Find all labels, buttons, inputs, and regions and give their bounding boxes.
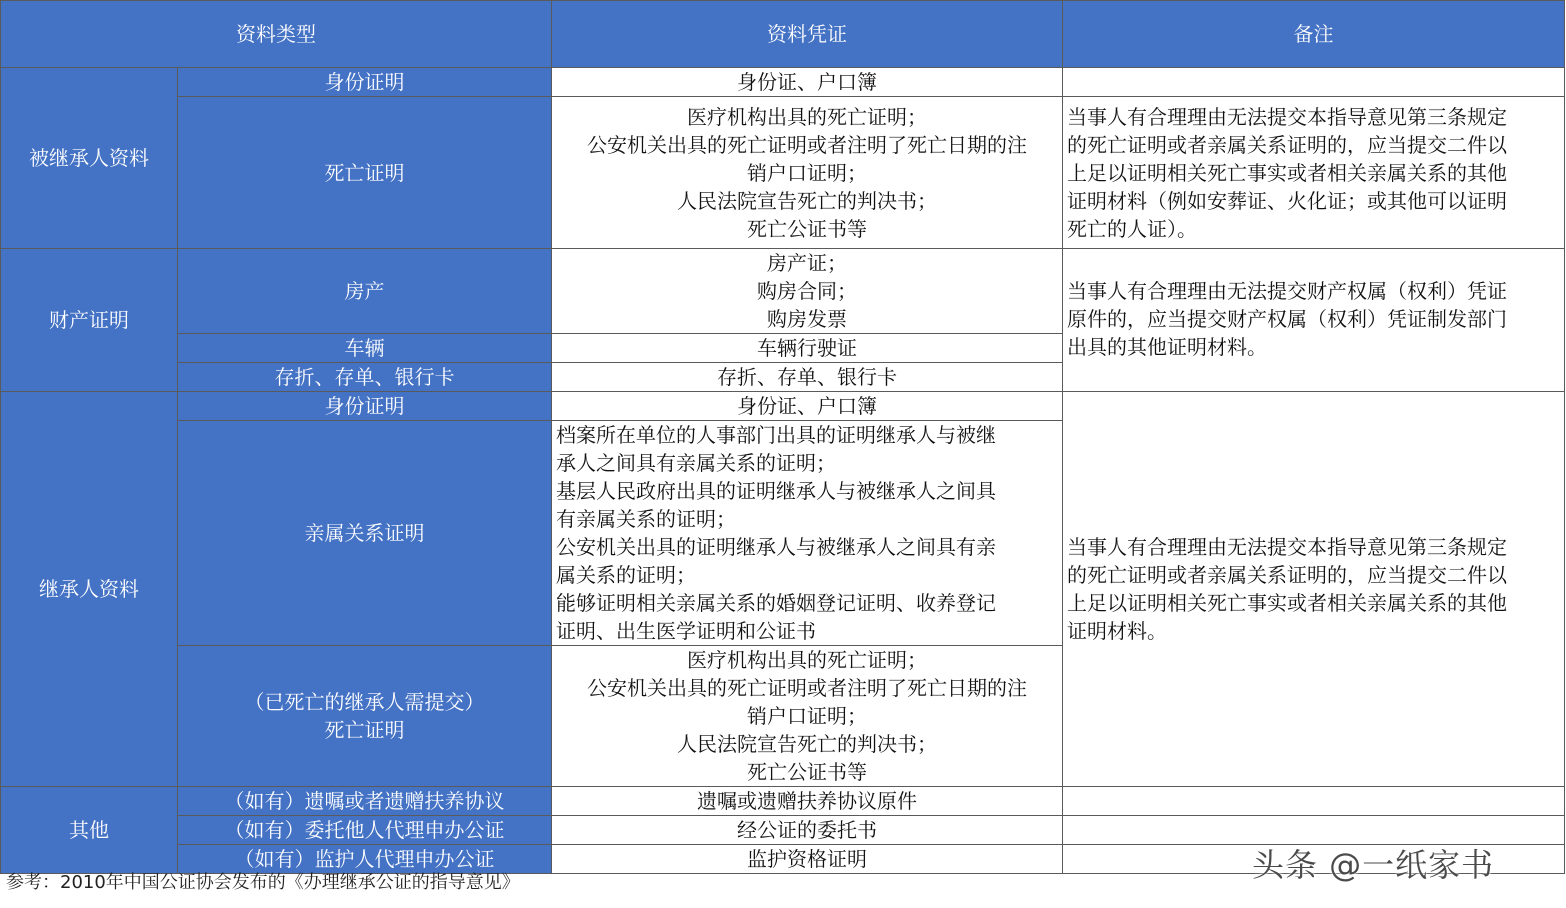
watermark: 头条 @一纸家书 <box>1252 846 1495 884</box>
table-row <box>1 249 1565 334</box>
type-guardian: （如有）监护人代理申办公证 <box>178 845 552 874</box>
header-type: 资料类型 <box>1 1 552 68</box>
note-heir: 当事人有合理理由无法提交本指导意见第三条规定 的死亡证明或者亲属关系证明的，应当提交二件以 上足以证明相关死亡事实或者相关亲属关系的其他 证明材料。 <box>1063 392 1565 787</box>
note-decedent-death: 当事人有合理理由无法提交本指导意见第三条规定 的死亡证明或者亲属关系证明的，应当提交二件以 上足以证明相关死亡事实或者相关亲属关系的其他 证明材料（例如安葬证、火化证；或其他可以证明 死亡的人证）。 <box>1063 97 1565 249</box>
table-row <box>1 68 1565 97</box>
type-decedent-death: 死亡证明 <box>178 97 552 249</box>
type-decedent-id: 身份证明 <box>178 68 552 97</box>
table-row <box>1 392 1565 421</box>
group-decedent: 被继承人资料 <box>1 68 178 249</box>
proof-heir-id: 身份证、户口簿 <box>552 392 1063 421</box>
group-other: 其他 <box>1 787 178 874</box>
table-row <box>1 787 1565 816</box>
note-decedent-id <box>1063 68 1565 97</box>
reference-footnote: 参考：2010年中国公证协会发布的《办理继承公证的指导意见》 <box>6 872 520 893</box>
type-vehicle: 车辆 <box>178 334 552 363</box>
type-proxy: （如有）委托他人代理申办公证 <box>178 816 552 845</box>
note-property: 当事人有合理理由无法提交财产权属（权利）凭证 原件的，应当提交财产权属（权利）凭证制发部门 出具的其他证明材料。 <box>1063 249 1565 392</box>
proof-proxy: 经公证的委托书 <box>552 816 1063 845</box>
group-property: 财产证明 <box>1 249 178 392</box>
type-will: （如有）遗嘱或者遗赠扶养协议 <box>178 787 552 816</box>
type-house: 房产 <box>178 249 552 334</box>
proof-guardian: 监护资格证明 <box>552 845 1063 874</box>
header-note: 备注 <box>1063 1 1565 68</box>
type-heir-id: 身份证明 <box>178 392 552 421</box>
group-heir: 继承人资料 <box>1 392 178 787</box>
type-deposit: 存折、存单、银行卡 <box>178 363 552 392</box>
table-header-row <box>1 1 1565 68</box>
type-heir-relation: 亲属关系证明 <box>178 421 552 646</box>
proof-decedent-id: 身份证、户口簿 <box>552 68 1063 97</box>
header-proof: 资料凭证 <box>552 1 1063 68</box>
proof-deposit: 存折、存单、银行卡 <box>552 363 1063 392</box>
proof-heir-death: 医疗机构出具的死亡证明； 公安机关出具的死亡证明或者注明了死亡日期的注 销户口证明； 人民法院宣告死亡的判决书； 死亡公证书等 <box>552 646 1063 787</box>
type-heir-death: （已死亡的继承人需提交） 死亡证明 <box>178 646 552 787</box>
proof-decedent-death: 医疗机构出具的死亡证明； 公安机关出具的死亡证明或者注明了死亡日期的注 销户口证明； 人民法院宣告死亡的判决书； 死亡公证书等 <box>552 97 1063 249</box>
proof-heir-relation: 档案所在单位的人事部门出具的证明继承人与被继 承人之间具有亲属关系的证明； 基层人民政府出具的证明继承人与被继承人之间具 有亲属关系的证明； 公安机关出具的证明继承人与被继承人之间具有亲 属关系的证明； 能够证明相关亲属关系的婚姻登记证明、收养登记 证明、出生医学证明和公证书 <box>552 421 1063 646</box>
proof-vehicle: 车辆行驶证 <box>552 334 1063 363</box>
note-will <box>1063 787 1565 816</box>
proof-will: 遗嘱或遗赠扶养协议原件 <box>552 787 1063 816</box>
table-row <box>1 97 1565 249</box>
proof-house: 房产证； 购房合同； 购房发票 <box>552 249 1063 334</box>
